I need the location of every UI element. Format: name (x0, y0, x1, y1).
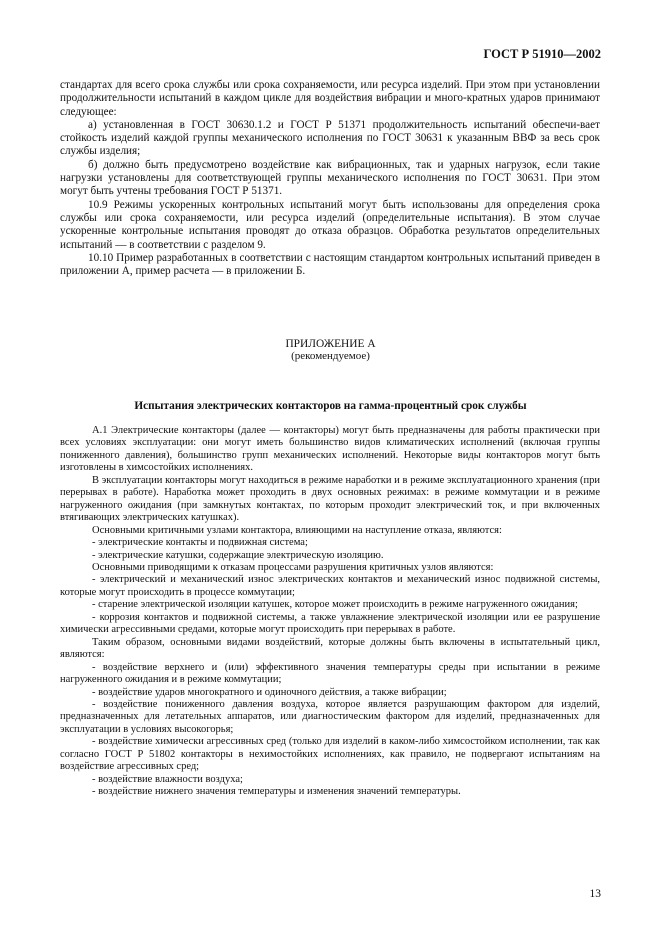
paragraph: Основными критичными узлами контактора, влияющими на наступление отказа, являются: (92, 524, 502, 536)
page-number: 13 (589, 888, 601, 900)
paragraph: 10.9 Режимы ускоренных контрольных испытаний могут быть использованы для определения срока службы или срока сохраняемости, или ресурса изделий (определительные испытания). В этом случае ускоренные контрольные испытания проводят до отказа образцов. Обработка результатов определительных испытаний — в соответствии с разделом 9. (60, 198, 600, 251)
top-text-block (60, 79, 600, 278)
appendix-heading: Испытания электрических контакторов на гамма-процентный срок службы (134, 400, 527, 412)
paragraph: В эксплуатации контакторы могут находиться в режиме наработки и в режиме эксплуатационного хранения (при перерывах в работе). Наработка может проходить в двух основных режимах: в режиме коммутации и в режиме нагруженного ожидания (при замкнутых контактах, по которым проходит электрический ток, и при включенных втягивающих электрических катушках). (60, 474, 600, 524)
list-item: - воздействие пониженного давления воздуха, которое является разрушающим фактором для изделий, предназначенных для летательных аппаратов, или диагностическим фактором для изделий, предназначенных для эксплуатации в условиях высокогорья; (60, 698, 600, 735)
paragraph: Основными приводящими к отказам процессами разрушения критичных узлов являются: (92, 561, 494, 573)
list-item: - воздействие нижнего значения температуры и изменения значений температуры. (92, 786, 461, 798)
paragraph: б) должно быть предусмотрено воздействие как вибрационных, так и ударных нагрузок, если такие нагрузки установлены для соответствующей группы механического исполнения по ГОСТ 30631. При этом могут быть учтены требования ГОСТ Р 51371. (60, 158, 600, 198)
paragraph: а) установленная в ГОСТ 30630.1.2 и ГОСТ Р 51371 продолжительность испытаний обеспечи-вает стойкость изделий каждой группы механического исполнения по ГОСТ 30631 к указанным ВВФ за весь срок службы изделия; (60, 118, 600, 158)
paragraph: А.1 Электрические контакторы (далее — контакторы) могут быть предназначены для работы практически при всех условиях эксплуатации: они могут иметь большинство видов климатических исполнений (включая группы пониженного давления), большинство групп механических исполнений. Некоторые виды контакторов могут быть изготовлены в химсостойких исполнениях. (60, 425, 600, 474)
list-item: - электрический и механический износ электрических контактов и механический износ подвижной системы, которые могут происходить в процессе коммутации; (60, 574, 600, 598)
list-item: - коррозия контактов и подвижной системы, а также увлажнение электрической изоляции или ее разрушение химически агрессивными средами, которые могут происходить при перерывах в работе. (60, 611, 600, 636)
list-item: - старение электрической изоляции катушек, которое может происходить в режиме нагруженного ожидания; (92, 599, 578, 611)
list-item: - электрические катушки, содержащие электрическую изоляцию. (92, 549, 384, 561)
appendix-title: ПРИЛОЖЕНИЕ А (285, 338, 376, 350)
list-item: - воздействие ударов многократного и одиночного действия, а также вибрации; (92, 686, 447, 698)
list-item: - воздействие верхнего и (или) эффективного значения температуры среды при испытании в режиме нагруженного ожидания и в режиме коммутации; (60, 661, 600, 686)
paragraph: 10.10 Пример разработанных в соответствии с настоящим стандартом контрольных испытаний приведен в приложении А, пример расчета — в приложении Б. (60, 251, 600, 278)
document-id-header: ГОСТ Р 51910—2002 (483, 47, 601, 61)
appendix-text-block (60, 425, 600, 799)
paragraph: стандартах для всего срока службы или срока сохраняемости, или ресурса изделий. При этом при установлении продолжительности испытаний в каждом цикле для воздействия вибрации и много-кратных ударов принимают следующее: (60, 79, 600, 118)
list-item: - воздействие влажности воздуха; (92, 773, 243, 785)
appendix-subtitle: (рекомендуемое) (291, 350, 370, 362)
paragraph: Таким образом, основными видами воздействий, которые должны быть включены в испытательный цикл, являются: (60, 636, 600, 661)
list-item: - электрические контакты и подвижная система; (92, 537, 308, 549)
list-item: - воздействие химически агрессивных сред (только для изделий в каком-либо химсостойком исполнении, так как согласно ГОСТ Р 51802 контакторы в нехимостойких исполнениях, как правило, не подвергают испытаниям на воздействие агрессивных сред; (60, 736, 600, 773)
